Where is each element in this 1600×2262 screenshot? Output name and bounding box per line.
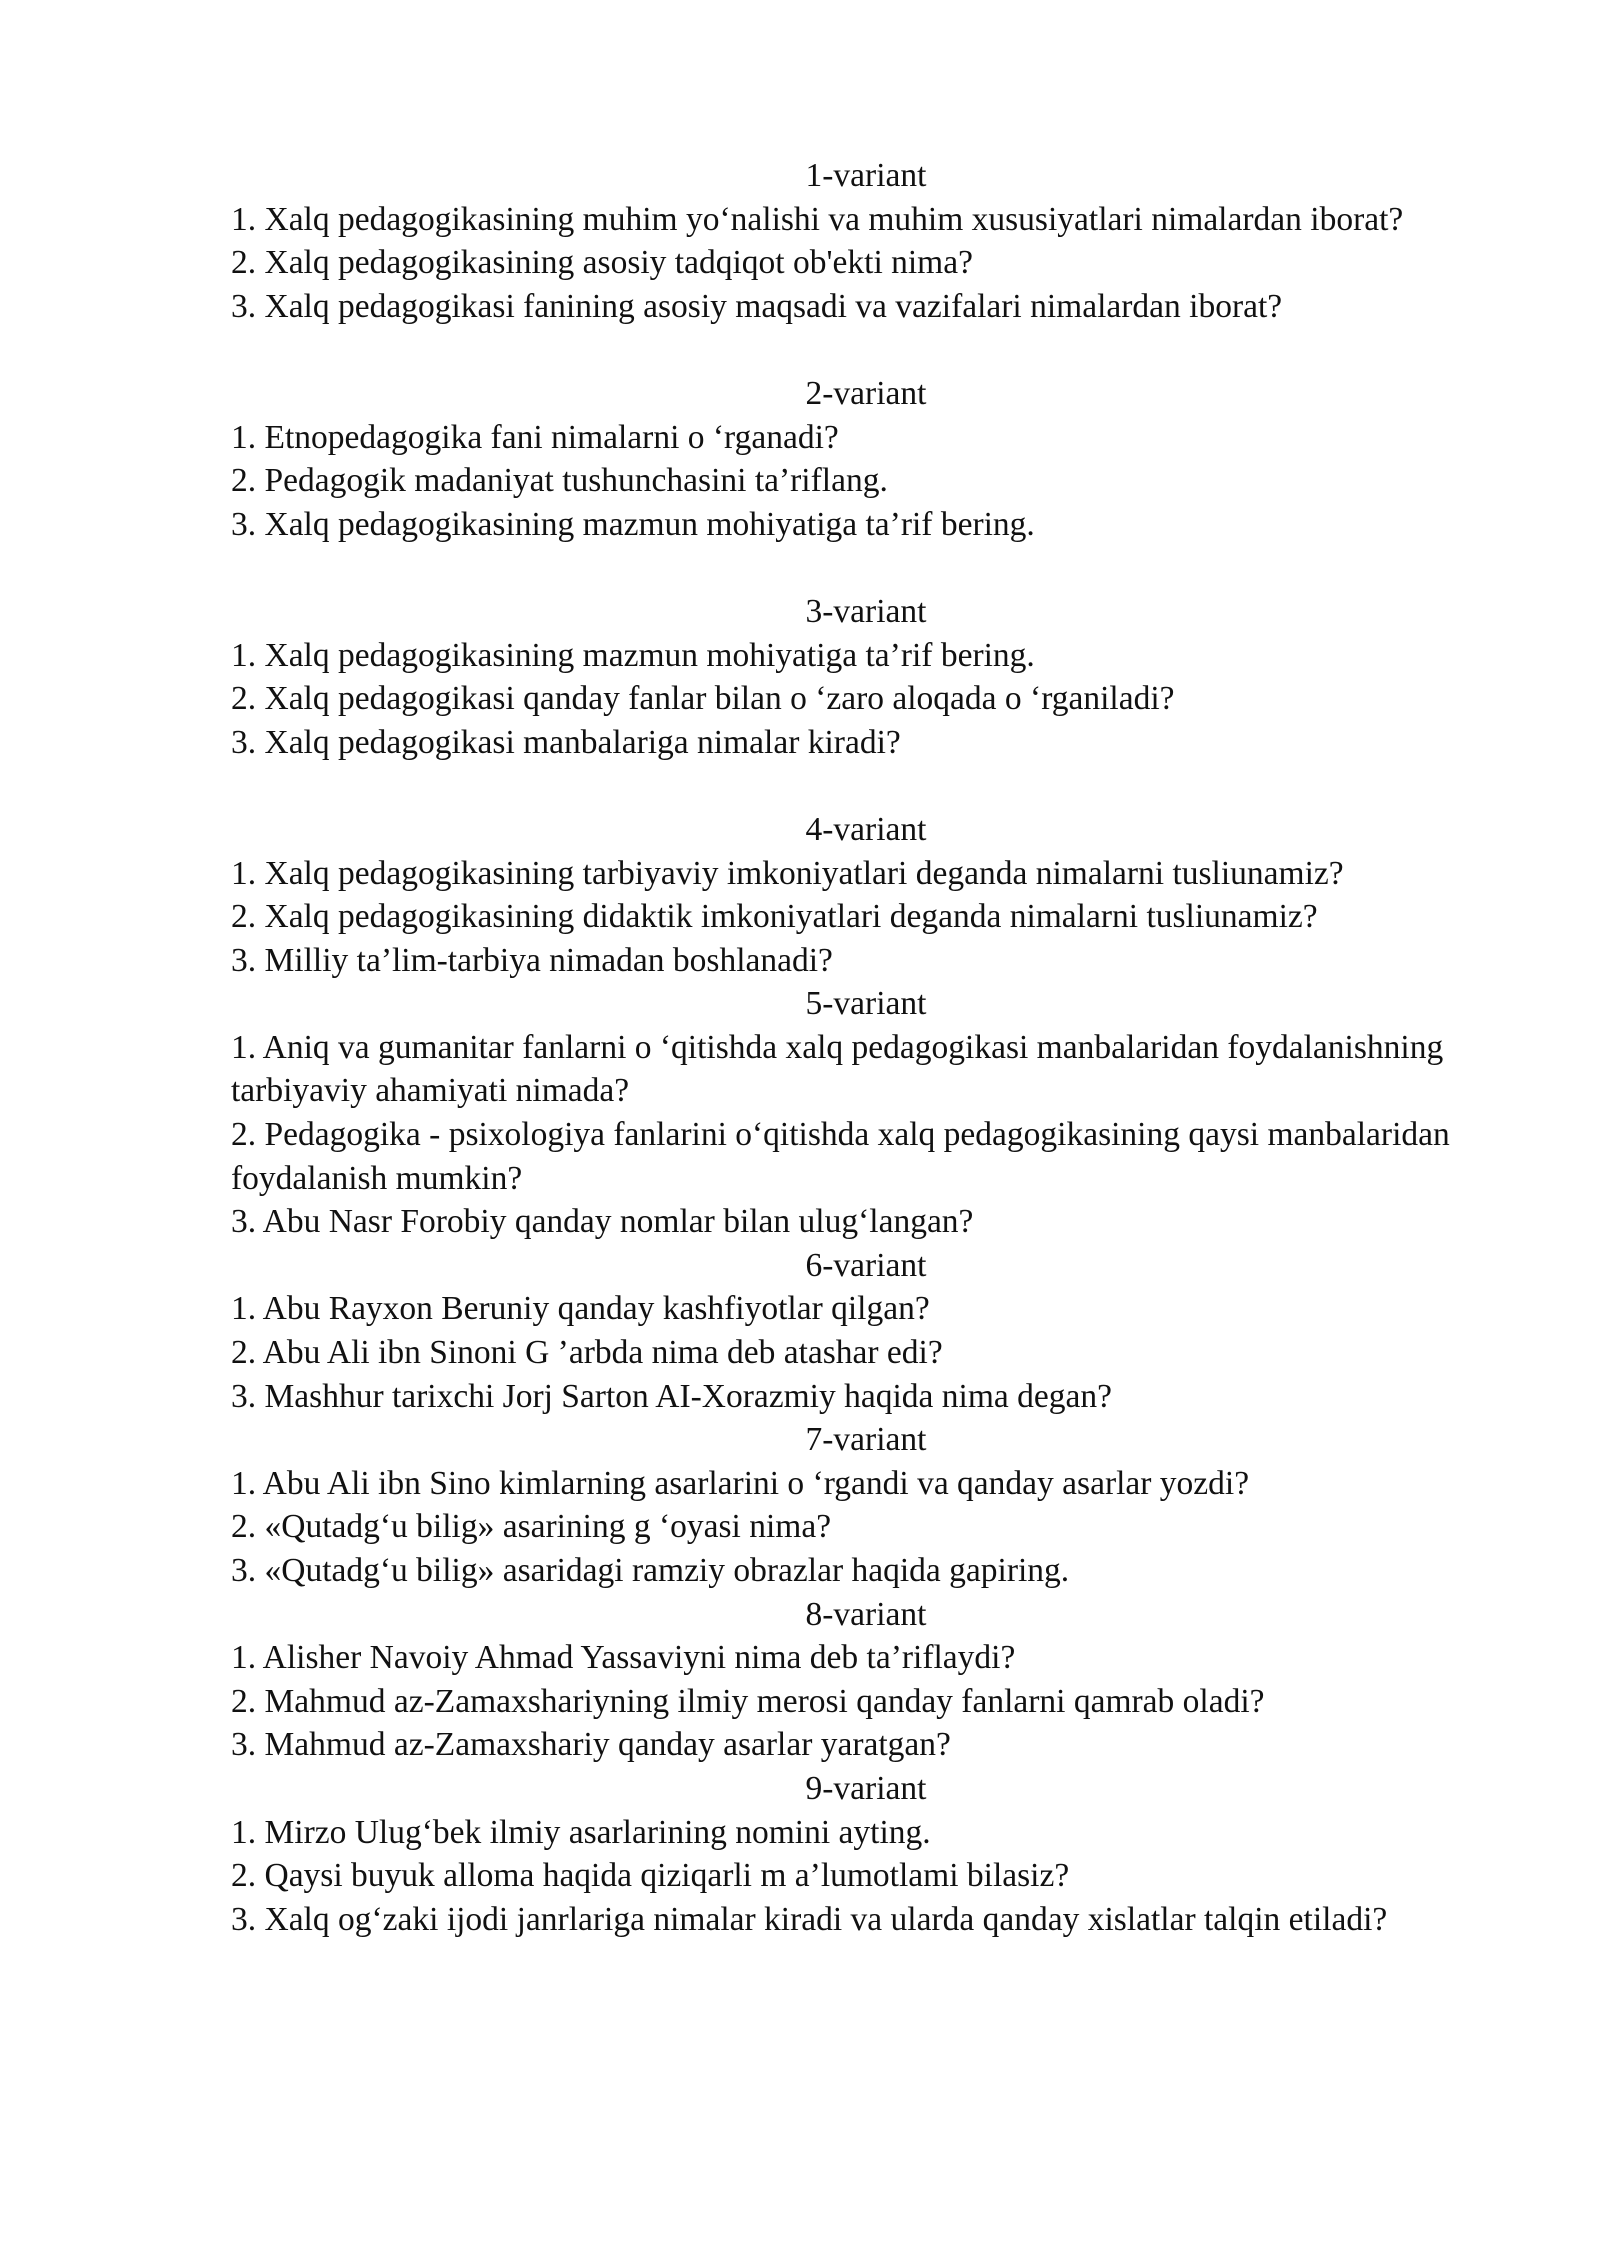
- question: 3. Xalq pedagogikasi fanining asosiy maqsadi va vazifalari nimalardan iborat?: [231, 287, 1283, 325]
- question: 3. Milliy ta’lim-tarbiya nimadan boshlanadi?: [231, 941, 833, 979]
- variant-title: 3-variant: [805, 592, 927, 630]
- question: 2. Abu Ali ibn Sinoni G ’arbda nima deb atashar edi?: [231, 1334, 943, 1372]
- question: 1. Xalq pedagogikasining muhim yo‘nalishi va muhim xususiyatlari nimalardan iborat?: [231, 200, 1404, 238]
- question: 1. Xalq pedagogikasining mazmun mohiyatiga ta’rif bering.: [231, 636, 1035, 674]
- variant-2: [231, 372, 1501, 546]
- question: 2. Xalq pedagogikasining asosiy tadqiqot ob'ekti nima?: [231, 244, 973, 282]
- question: 2. Pedagogik madaniyat tushunchasini ta’riflang.: [231, 462, 888, 500]
- question: 1. Aniq va gumanitar fanlarni o ‘qitishda xalq pedagogikasi manbalaridan foydalanishning tarbiyaviy ahamiyati nimada?: [231, 1028, 1444, 1110]
- question: 1. Etnopedagogika fani nimalarni o ‘rganadi?: [231, 418, 839, 456]
- variant-title: 2-variant: [805, 374, 927, 412]
- variant-8: [231, 1593, 1501, 1767]
- question: 2. Pedagogika - psixologiya fanlarini o‘qitishda xalq pedagogikasining qaysi manbalaridan foydalanish mumkin?: [231, 1116, 1450, 1197]
- question: 1. Xalq pedagogikasining tarbiyaviy imkoniyatlari deganda nimalarni tusliunamiz?: [231, 854, 1344, 892]
- variant-title: 9-variant: [805, 1769, 927, 1807]
- variant-3: [231, 590, 1501, 764]
- question: 3. Abu Nasr Forobiy qanday nomlar bilan ulug‘langan?: [231, 1203, 974, 1241]
- question: 2. Mahmud az-Zamaxshariyning ilmiy merosi qanday fanlarni qamrab oladi?: [231, 1682, 1265, 1720]
- variant-title: 8-variant: [805, 1595, 927, 1633]
- question: 3. Xalq pedagogikasi manbalariga nimalar kiradi?: [231, 723, 901, 761]
- variant-4: [231, 808, 1501, 982]
- question: 2. Xalq pedagogikasi qanday fanlar bilan o ‘zaro aloqada o ‘rganiladi?: [231, 680, 1175, 718]
- variant-title: 7-variant: [805, 1421, 927, 1459]
- variant-1: [231, 154, 1501, 328]
- variant-6: [231, 1244, 1501, 1418]
- variant-title: 4-variant: [805, 810, 927, 848]
- variant-9: [231, 1767, 1501, 1941]
- variant-5: [231, 982, 1501, 1244]
- question: 1. Alisher Navoiy Ahmad Yassaviyni nima deb ta’riflaydi?: [231, 1639, 1016, 1677]
- variant-title: 5-variant: [805, 985, 927, 1023]
- question: 3. Mashhur tarixchi Jorj Sarton AI-Xorazmiy haqida nima degan?: [231, 1377, 1112, 1415]
- question: 2. Xalq pedagogikasining didaktik imkoniyatlari deganda nimalarni tusliunamiz?: [231, 898, 1318, 936]
- question: 1. Abu Ali ibn Sino kimlarning asarlarini o ‘rgandi va qanday asarlar yozdi?: [231, 1464, 1250, 1502]
- question: 1. Abu Rayxon Beruniy qanday kashfiyotlar qilgan?: [231, 1290, 930, 1328]
- question: 3. «Qutadg‘u bilig» asaridagi ramziy obrazlar haqida gapiring.: [231, 1552, 1070, 1589]
- question: 3. Xalq og‘zaki ijodi janrlariga nimalar kiradi va ularda qanday xislatlar talqin etiladi?: [231, 1900, 1388, 1938]
- variant-7: [231, 1418, 1501, 1592]
- question: 1. Mirzo Ulug‘bek ilmiy asarlarining nomini ayting.: [231, 1813, 931, 1851]
- variant-title: 1-variant: [805, 157, 927, 194]
- question: 2. «Qutadg‘u bilig» asarining g ‘oyasi nima?: [231, 1508, 832, 1546]
- document-content: [231, 154, 1501, 1941]
- question: 3. Mahmud az-Zamaxshariy qanday asarlar yaratgan?: [231, 1726, 951, 1764]
- variant-title: 6-variant: [805, 1246, 927, 1284]
- question: 2. Qaysi buyuk alloma haqida qiziqarli m a’lumotlami bilasiz?: [231, 1857, 1070, 1895]
- question: 3. Xalq pedagogikasining mazmun mohiyatiga ta’rif bering.: [231, 505, 1035, 543]
